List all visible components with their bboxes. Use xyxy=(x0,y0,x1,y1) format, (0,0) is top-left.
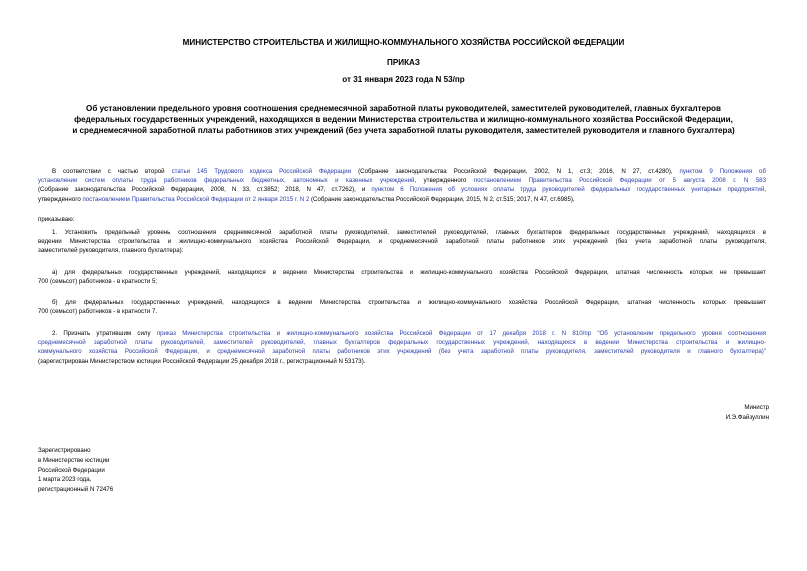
item-2-line xyxy=(38,338,766,347)
registration-line: регистрационный N 72476 xyxy=(38,486,114,494)
item-1-line: заместителей руководителя, главного бухгалтера): xyxy=(38,247,184,255)
signatory-position: Министр xyxy=(744,404,769,411)
link-regulation-p9-cont[interactable]: установлении систем оплаты труда работников федеральных бюджетных, автономных и казенных учреждений xyxy=(38,177,415,185)
preamble-text: утвержденного xyxy=(38,195,83,203)
link-order-810-cont[interactable]: коммунального хозяйства Российской Федерации, и среднемесячной заработной платы работников этих учреждений (без учета заработной платы руководителя, заместителей руководителя и главного бухгалтера)" xyxy=(38,348,766,356)
registration-block xyxy=(38,446,113,495)
date-number-heading: от 31 января 2023 года N 53/пр xyxy=(342,75,465,84)
registration-line: Зарегистрировано xyxy=(38,447,91,454)
link-resolution-583[interactable]: постановлением Правительства Российской Федерации от 5 августа 2008 г. N 583 xyxy=(473,177,766,185)
link-regulation-p6[interactable]: пунктом 6 Положения об условиях оплаты труда руководителей федеральных государственных унитарных предприятий xyxy=(371,186,765,194)
preamble-text: В соответствии с частью второй xyxy=(52,168,172,175)
item-1b-paragraph xyxy=(38,298,766,316)
preamble-line xyxy=(38,185,766,194)
link-order-810-cont[interactable]: среднемесячной заработной платы руководителей, заместителей руководителей, главных бухгалтеров федеральных государственных учреждений, находящихся в ведении Министерства строительства и жилищно- xyxy=(38,339,766,347)
link-regulation-p9[interactable]: пунктом 9 Положения об xyxy=(679,168,766,175)
preamble-line xyxy=(38,167,766,176)
title-line: федеральных государственных учреждений, находящихся в ведении Министерства строительства и жилищно-коммунального хозяйства Российской Федерации, xyxy=(74,115,733,124)
link-resolution-2[interactable]: постановлением Правительства Российской Федерации от 2 января 2015 г. N 2 xyxy=(82,195,310,203)
order-word: приказываю: xyxy=(38,216,75,223)
item-2-paragraph xyxy=(38,329,766,366)
item-1b-line: б) для федеральных государственных учреждений, находящихся в ведении Министерства строительства и жилищно-коммунального хозяйства Российской Федерации, штатная численность которых превышает xyxy=(52,299,766,306)
item-1-paragraph xyxy=(38,228,766,256)
item-1-line: 1. Установить предельный уровень соотношения среднемесячной заработной платы руководителей, заместителей руководителей, главных бухгалтеров федеральных государственных учреждений, находящихся в xyxy=(52,229,766,236)
ministry-heading: МИНИСТЕРСТВО СТРОИТЕЛЬСТВА И ЖИЛИЩНО-КОММУНАЛЬНОГО ХОЗЯЙСТВА РОССИЙСКОЙ ФЕДЕРАЦИИ xyxy=(182,38,625,47)
item-1a-paragraph xyxy=(38,268,766,286)
registration-line: 1 марта 2023 года, xyxy=(38,476,92,484)
item-1b-line: 700 (семьсот) работников - в кратности 7. xyxy=(38,308,158,316)
link-labor-code-art145[interactable]: статьи 145 Трудового кодекса Российской Федерации xyxy=(171,168,352,175)
item-2-line xyxy=(38,347,766,356)
item-2-text: 2. Признать утратившим силу xyxy=(52,330,157,337)
preamble-line xyxy=(38,176,766,185)
signatory-name: И.Э.Файзуллин xyxy=(725,413,769,421)
preamble-text: , утвержденного xyxy=(414,177,474,185)
preamble-text: (Собрание законодательства Российской Федерации, 2008, N 33, ст.3852; 2018, N 47, ст.7262), и xyxy=(38,186,372,194)
item-2-line: (зарегистрирован Министерством юстиции Российской Федерации 25 декабря 2018 г., регистрационный N 53173). xyxy=(38,357,366,365)
preamble-text: (Собрание законодательства Российской Федерации, 2002, N 1, ст.3; 2016, N 27, ст.4280), xyxy=(351,168,680,175)
document-title xyxy=(30,103,777,136)
preamble-text: , xyxy=(764,186,766,194)
link-order-810[interactable]: приказ Министерства строительства и жилищно-коммунального хозяйства Российской Федерации от 17 декабря 2018 г. N 810/пр "Об установлении предельного уровня соотношения xyxy=(156,330,766,337)
preamble-text: (Собрание законодательства Российской Федерации, 2015, N 2, ст.515; 2017, N 47, ст.6985), xyxy=(309,195,575,203)
registration-line: в Министерстве юстиции xyxy=(38,456,110,464)
preamble-line xyxy=(38,195,766,204)
preamble-paragraph xyxy=(38,167,766,204)
item-1-line: ведении Министерства строительства и жилищно-коммунального хозяйства Российской Федерации, и среднемесячной заработной платы работников этих учреждений (без учета заработной платы руководителя, xyxy=(38,238,766,246)
item-1a-line: а) для федеральных государственных учреждений, находящихся в ведении Министерства строительства и жилищно-коммунального хозяйства Российской Федерации, штатная численность которых не превышает xyxy=(52,269,766,276)
item-1a-line: 700 (семьсот) работников - в кратности 5; xyxy=(38,278,158,286)
title-line: Об установлении предельного уровня соотношения среднемесячной заработной платы руководителей, заместителей руководителей, главных бухгалтеров xyxy=(86,104,721,113)
item-2-line xyxy=(38,329,766,338)
doc-type-heading: ПРИКАЗ xyxy=(387,58,420,67)
signature-block xyxy=(726,403,769,422)
registration-line: Российской Федерации xyxy=(38,466,105,474)
title-line: и среднемесячной заработной платы работников этих учреждений (без учета заработной платы руководителя, заместителей руководителя и главного бухгалтера) xyxy=(72,126,735,135)
